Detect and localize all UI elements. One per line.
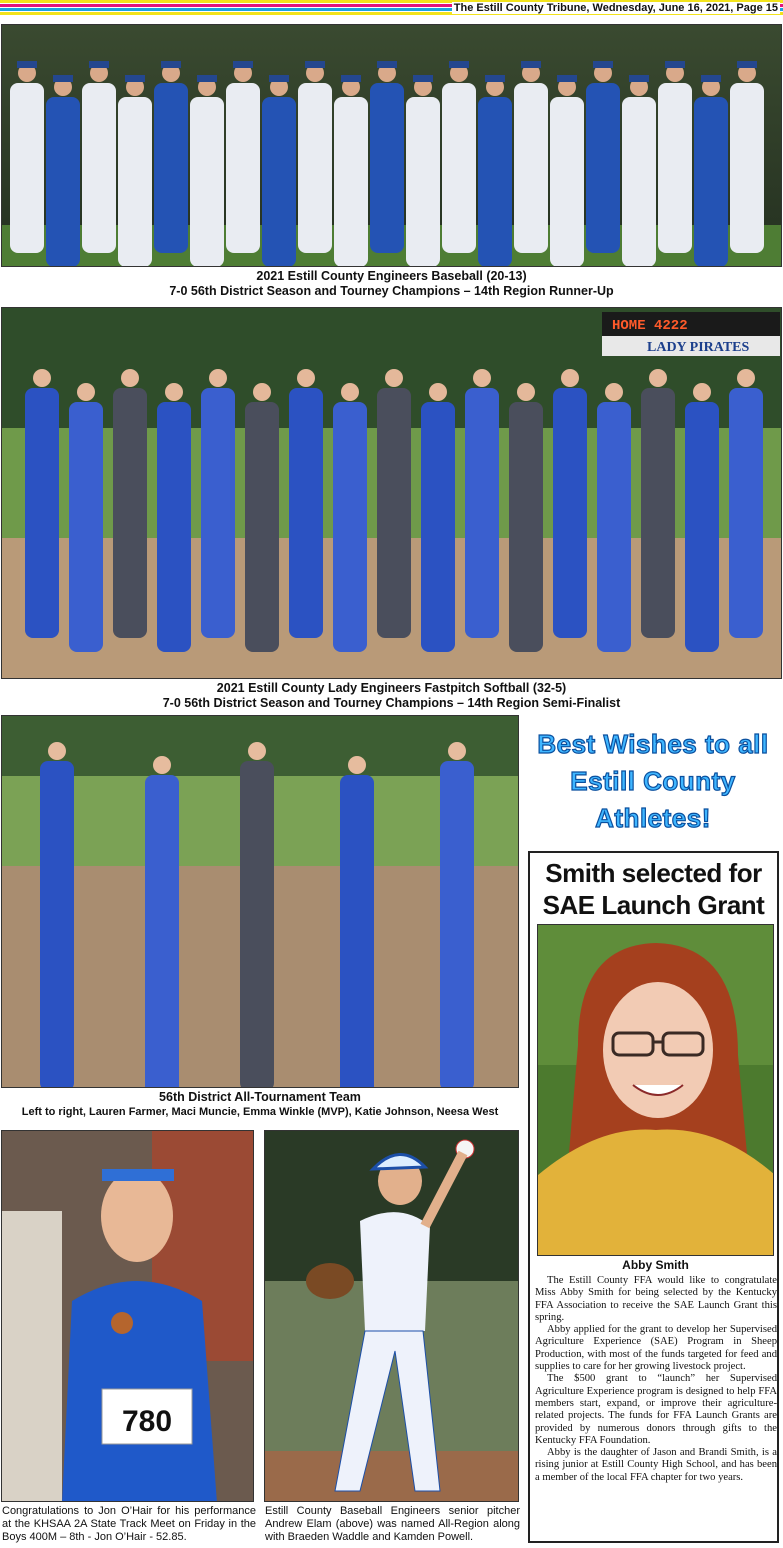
- player-figure-body: [622, 97, 656, 267]
- baseball-caption-line1: 2021 Estill County Engineers Baseball (20-13): [256, 269, 527, 283]
- track-runner-illustration: [2, 1131, 254, 1502]
- scoreboard-text: HOME 4222: [612, 318, 688, 334]
- player-figure-head: [561, 369, 579, 387]
- all-tournament-photo: [1, 715, 519, 1088]
- player-figure-body: [298, 83, 332, 253]
- player-figure-body: [586, 83, 620, 253]
- player-figure-body: [442, 83, 476, 253]
- player-figure-cap: [593, 61, 613, 68]
- player-figure-body: [730, 83, 764, 253]
- player-figure-cap: [233, 61, 253, 68]
- all-tournament-caption: [0, 1090, 520, 1120]
- player-figure-body: [406, 97, 440, 267]
- player-figure-head: [77, 383, 95, 401]
- player-figure-body: [25, 388, 59, 638]
- player-figure-head: [693, 383, 711, 401]
- softball-caption-line1: 2021 Estill County Lady Engineers Fastpitch Softball (32-5): [216, 681, 567, 695]
- softball-caption: [0, 681, 783, 711]
- player-figure-body: [658, 83, 692, 253]
- player-figure-body: [509, 402, 543, 652]
- player-figure-body: [641, 388, 675, 638]
- page-folio: The Estill County Tribune, Wednesday, June 16, 2021, Page 15: [453, 2, 778, 14]
- player-figure-head: [248, 742, 266, 760]
- player-figure-head: [209, 369, 227, 387]
- abby-smith-photo: [537, 924, 774, 1256]
- sae-paragraph: The Estill County FFA would like to congratulate Miss Abby Smith for being selected by the Kentucky FFA Association to receive the SAE Launch Grant this spring.: [535, 1275, 777, 1323]
- player-figure-head: [649, 369, 667, 387]
- pitcher-caption: Estill County Baseball Engineers senior pitcher Andrew Elam (above) was named All-Region along with Braeden Waddle and Kamden Powell.: [265, 1505, 520, 1543]
- player-figure-cap: [377, 61, 397, 68]
- sae-paragraph: The $500 grant to “launch” her Supervised Agriculture Experience program is designed to help FFA members start, expand, or improve their agriculture-related projects. The funds for FFA Launch Grants are provided by numerous donors through gifts to the Kentucky FFA Foundation.: [535, 1373, 777, 1446]
- all-tournament-caption-line1: 56th District All-Tournament Team: [159, 1090, 361, 1104]
- player-figure-body: [113, 388, 147, 638]
- sae-headline-line2: SAE Launch Grant: [542, 890, 765, 920]
- player-figure-cap: [521, 61, 541, 68]
- softball-caption-line2: 7-0 56th District Season and Tourney Champions – 14th Region Semi-Finalist: [162, 696, 621, 710]
- player-figure-body: [145, 775, 179, 1088]
- player-figure-head: [517, 383, 535, 401]
- player-figure-body: [40, 761, 74, 1088]
- player-figure-body: [729, 388, 763, 638]
- player-figure-cap: [17, 61, 37, 68]
- player-figure-body: [226, 83, 260, 253]
- player-figure-cap: [305, 61, 325, 68]
- softball-photo-illustration: [2, 308, 782, 679]
- player-figure-cap: [701, 75, 721, 82]
- player-figure-body: [421, 402, 455, 652]
- player-figure-cap: [665, 61, 685, 68]
- player-figure-head: [297, 369, 315, 387]
- player-figure-body: [685, 402, 719, 652]
- player-figure-body: [550, 97, 584, 267]
- player-figure-body: [553, 388, 587, 638]
- player-figure-cap: [197, 75, 217, 82]
- player-figure-cap: [557, 75, 577, 82]
- player-figure-body: [370, 83, 404, 253]
- player-figure-body: [289, 388, 323, 638]
- sae-paragraph: Abby applied for the grant to develop her Supervised Agriculture Experience (SAE) Program in Sheep Production, with most of the funds targeted for feed and supplies to care for her growing livestock project.: [535, 1324, 777, 1373]
- player-figure-head: [33, 369, 51, 387]
- player-figure-head: [341, 383, 359, 401]
- player-figure-cap: [269, 75, 289, 82]
- player-figure-body: [514, 83, 548, 253]
- player-figure-head: [348, 756, 366, 774]
- player-figure-head: [737, 369, 755, 387]
- player-figure-body: [478, 97, 512, 267]
- player-figure-body: [694, 97, 728, 267]
- player-figure-cap: [125, 75, 145, 82]
- sae-headline: [530, 857, 777, 921]
- baseball-caption-line2: 7-0 56th District Season and Tourney Champions – 14th Region Runner-Up: [169, 284, 614, 298]
- player-figure-head: [385, 369, 403, 387]
- player-figure-body: [597, 402, 631, 652]
- scoreboard-banner: LADY PIRATES: [647, 340, 750, 355]
- all-tournament-caption-line2: Left to right, Lauren Farmer, Maci Muncie, Emma Winkle (MVP), Katie Johnson, Neesa West: [21, 1106, 499, 1118]
- track-bib-number: 780: [121, 1405, 173, 1438]
- player-figure-head: [121, 369, 139, 387]
- baseball-caption: [0, 269, 783, 299]
- player-figure-body: [69, 402, 103, 652]
- track-caption: Congratulations to Jon O’Hair for his performance at the KHSAA 2A State Track Meet on Friday in the Boys 400M – 8th - Jon O’Hair - 52.85.: [2, 1505, 256, 1543]
- player-figure-head: [473, 369, 491, 387]
- sae-article-body: [535, 1275, 777, 1484]
- player-figure-body: [440, 761, 474, 1088]
- player-figure-cap: [161, 61, 181, 68]
- abby-smith-illustration: [538, 925, 774, 1256]
- player-figure-cap: [449, 61, 469, 68]
- softball-team-photo: [1, 307, 782, 679]
- player-figure-body: [340, 775, 374, 1088]
- player-figure-body: [46, 97, 80, 267]
- player-figure-body: [377, 388, 411, 638]
- player-figure-body: [157, 402, 191, 652]
- player-figure-cap: [53, 75, 73, 82]
- player-figure-body: [333, 402, 367, 652]
- player-figure-body: [245, 402, 279, 652]
- player-figure-body: [240, 761, 274, 1088]
- player-figure-body: [201, 388, 235, 638]
- player-figure-body: [190, 97, 224, 267]
- sae-headline-line1: Smith selected for: [545, 858, 762, 888]
- player-figure-cap: [737, 61, 757, 68]
- player-figure-body: [118, 97, 152, 267]
- player-figure-head: [253, 383, 271, 401]
- player-figure-cap: [629, 75, 649, 82]
- player-figure-body: [334, 97, 368, 267]
- baseball-photo-illustration: [2, 25, 782, 267]
- player-figure-head: [448, 742, 466, 760]
- player-figure-cap: [341, 75, 361, 82]
- player-figure-head: [48, 742, 66, 760]
- sae-paragraph: Abby is the daughter of Jason and Brandi Smith, is a rising junior at Estill County High School, and has been a member of the local FFA chapter for two years.: [535, 1447, 777, 1483]
- player-figure-body: [82, 83, 116, 253]
- track-runner-photo: [1, 1130, 254, 1502]
- player-figure-cap: [485, 75, 505, 82]
- player-figure-body: [262, 97, 296, 267]
- player-figure-body: [10, 83, 44, 253]
- player-figure-head: [429, 383, 447, 401]
- best-wishes-headline: Best Wishes to all Estill County Athletes!: [537, 729, 769, 833]
- player-figure-head: [153, 756, 171, 774]
- player-figure-body: [465, 388, 499, 638]
- pitcher-illustration: [265, 1131, 519, 1502]
- abby-smith-caption: Abby Smith: [622, 1258, 689, 1272]
- player-figure-head: [165, 383, 183, 401]
- player-figure-head: [605, 383, 623, 401]
- all-tournament-illustration: [2, 716, 519, 1088]
- baseball-team-photo: [1, 24, 782, 267]
- player-figure-cap: [89, 61, 109, 68]
- pitcher-photo: [264, 1130, 519, 1502]
- player-figure-body: [154, 83, 188, 253]
- player-figure-cap: [413, 75, 433, 82]
